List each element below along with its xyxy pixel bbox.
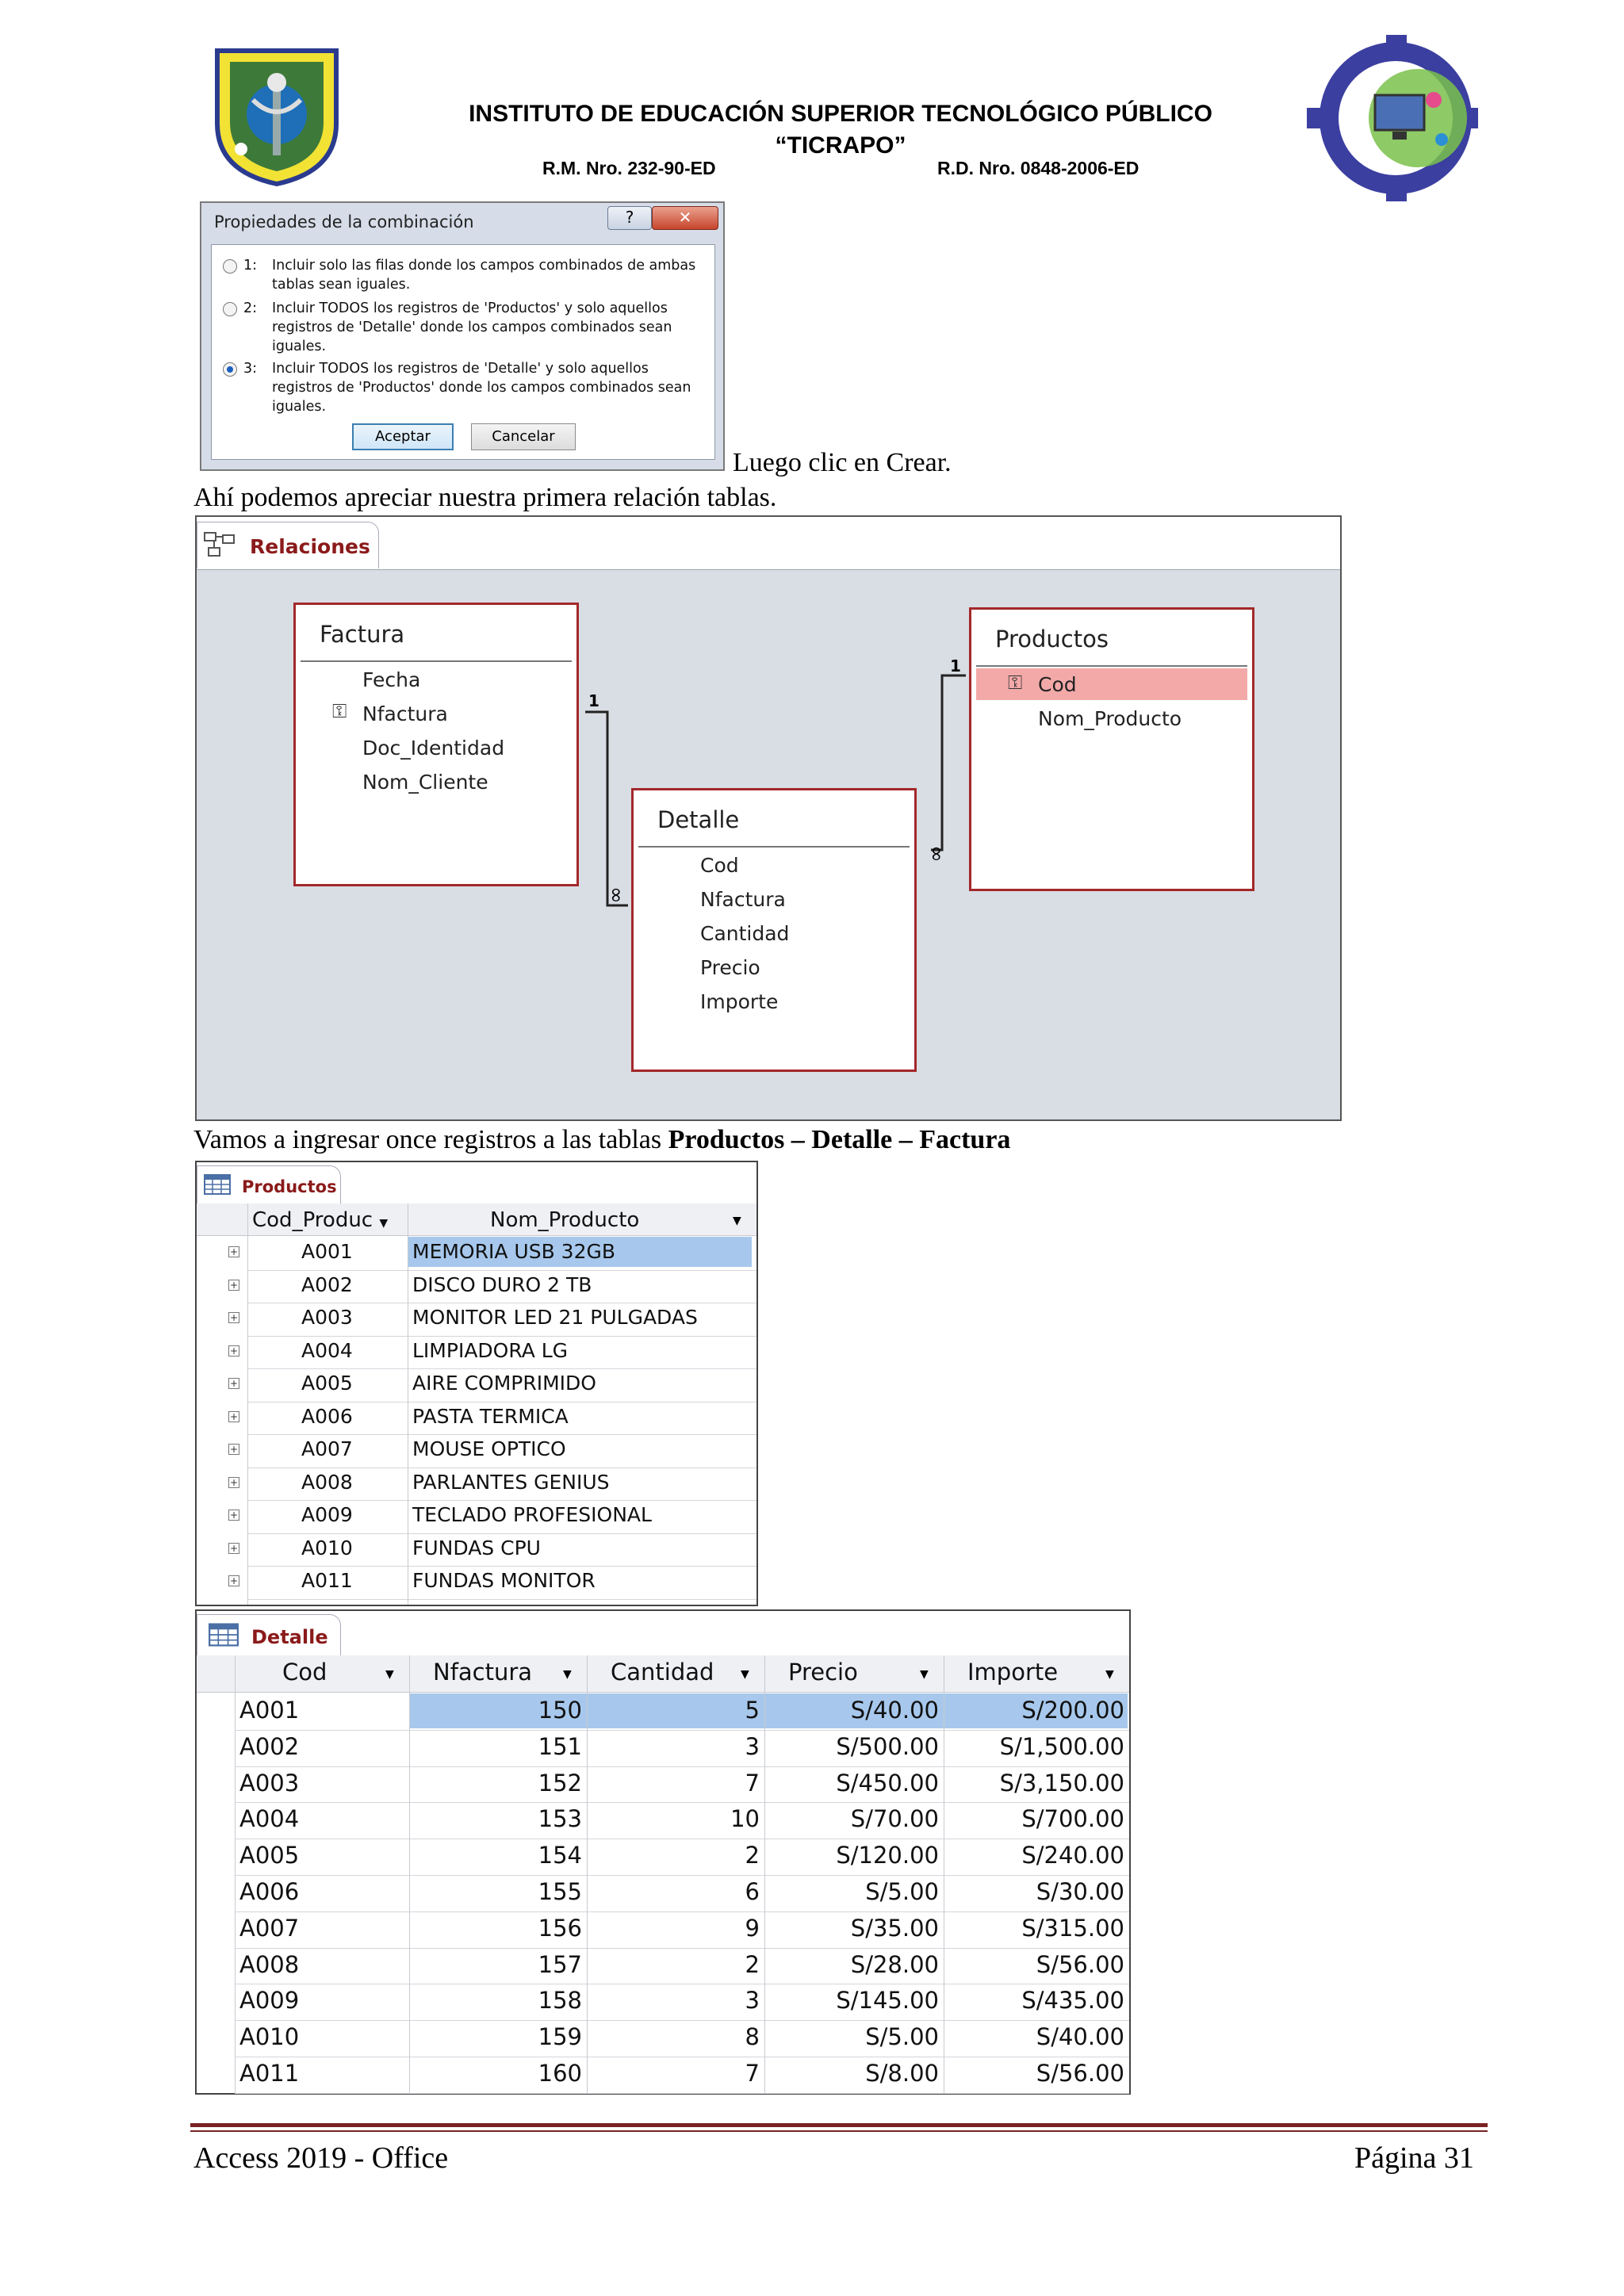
cell-precio[interactable]: S/40.00	[850, 1697, 939, 1724]
one-side-marker: 1	[950, 656, 961, 675]
cell-precio[interactable]: S/35.00	[850, 1914, 939, 1942]
table-title: Detalle	[657, 806, 740, 833]
cell-importe[interactable]: S/435.00	[1021, 1987, 1124, 2015]
footer-rule-thin	[190, 2130, 1488, 2132]
cell-nom-producto[interactable]: PASTA TERMICA	[412, 1404, 569, 1428]
join-option-1[interactable]	[223, 256, 707, 297]
cell-nom-producto[interactable]: MOUSE OPTICO	[412, 1437, 566, 1460]
expand-row-icon[interactable]: +	[229, 1246, 239, 1257]
option-text: Incluir TODOS los registros de 'Detalle' y solo aquellos registros de 'Productos' donde los campos combinados sean iguales.	[272, 361, 691, 415]
cell-nfactura[interactable]: 151	[538, 1732, 582, 1760]
cell-nom-producto[interactable]: MONITOR LED 21 PULGADAS	[412, 1306, 698, 1329]
column-divider	[235, 1655, 236, 2093]
expand-row-icon[interactable]: +	[229, 1312, 239, 1323]
cell-precio[interactable]: S/28.00	[850, 1950, 939, 1978]
cell-nom-producto[interactable]: TECLADO PROFESIONAL	[412, 1503, 652, 1526]
column-header-cod-produc[interactable]	[252, 1208, 388, 1232]
footer-course: Access 2019 - Office	[193, 2141, 449, 2175]
radio-option-1[interactable]	[223, 259, 237, 274]
field-nom-cliente[interactable]: Nom_Cliente	[362, 771, 488, 794]
expand-row-icon[interactable]: +	[229, 1410, 239, 1422]
cell-nfactura[interactable]: 154	[538, 1842, 582, 1869]
instruction-relation: Ahí podemos apreciar nuestra primera relación tablas.	[193, 483, 777, 512]
cell-cantidad[interactable]: 2	[745, 1950, 760, 1978]
cell-precio[interactable]: S/70.00	[850, 1805, 939, 1833]
expand-row-icon[interactable]: +	[229, 1510, 239, 1521]
expand-row-icon[interactable]: +	[229, 1476, 239, 1488]
tab-productos[interactable]	[197, 1165, 341, 1204]
cell-precio[interactable]: S/8.00	[865, 2060, 939, 2087]
field-nfactura[interactable]: Nfactura	[362, 702, 448, 725]
cell-cod-produc[interactable]: A002	[301, 1272, 353, 1296]
cell-nfactura[interactable]: 150	[538, 1697, 582, 1724]
cell-cod-produc[interactable]: A001	[301, 1240, 353, 1263]
help-button[interactable]	[607, 206, 652, 230]
cell-cantidad[interactable]: 9	[745, 1914, 760, 1942]
column-header-cantidad[interactable]: Cantidad	[611, 1659, 714, 1686]
row-divider	[247, 1434, 756, 1435]
tab-label: Productos	[242, 1177, 337, 1196]
cell-precio[interactable]: S/120.00	[836, 1842, 939, 1869]
row-divider	[247, 1566, 756, 1567]
institute-name: INSTITUTO DE EDUCACIÓN SUPERIOR TECNOLÓGICO PÚBLICO	[469, 101, 1212, 127]
cell-nfactura[interactable]: 152	[538, 1769, 582, 1797]
cell-nom-producto[interactable]: FUNDAS CPU	[412, 1536, 541, 1559]
cell-cod[interactable]: A008	[239, 1950, 300, 1978]
option-number: 2:	[243, 300, 258, 316]
radio-option-3[interactable]	[223, 362, 237, 377]
field-fecha[interactable]: Fecha	[362, 668, 421, 691]
column-header-nfactura[interactable]: Nfactura	[433, 1659, 533, 1686]
row-divider	[247, 1500, 756, 1501]
cell-nom-producto[interactable]: AIRE COMPRIMIDO	[412, 1372, 596, 1395]
cell-precio[interactable]: S/450.00	[836, 1769, 939, 1797]
dropdown-arrow-icon[interactable]: ▼	[733, 1215, 741, 1227]
cell-cod[interactable]: A005	[239, 1842, 300, 1869]
cell-cod-produc[interactable]: A011	[301, 1569, 353, 1592]
close-icon: ✕	[678, 208, 692, 227]
row-divider	[247, 1368, 756, 1369]
instruction-create: Luego clic en Crear.	[733, 448, 952, 477]
row-divider	[235, 2020, 1129, 2021]
cell-precio[interactable]: S/500.00	[836, 1732, 939, 1760]
rd-number: R.D. Nro. 0848-2006-ED	[937, 158, 1139, 178]
column-header-precio[interactable]: Precio	[788, 1659, 858, 1686]
cell-nom-producto[interactable]: FUNDAS MONITOR	[412, 1569, 596, 1592]
relationship-lines	[197, 517, 1340, 1119]
primary-key-icon: ⚿	[1008, 672, 1023, 694]
datasheet-tabbar	[197, 1162, 756, 1204]
footer-rule	[190, 2123, 1488, 2127]
row-divider	[247, 1336, 756, 1337]
many-side-marker: ∞	[603, 886, 628, 904]
row-divider	[235, 1802, 1129, 1803]
column-divider	[587, 1655, 588, 2093]
expand-row-icon[interactable]: +	[229, 1279, 239, 1291]
cell-cod[interactable]: A009	[239, 1987, 300, 2015]
instruction-text: Vamos a ingresar once registros a las tablas	[193, 1125, 668, 1154]
row-divider	[235, 1948, 1129, 1949]
column-divider	[247, 1203, 248, 1605]
cell-nfactura[interactable]: 156	[538, 1914, 582, 1942]
column-header-cod[interactable]: Cod	[282, 1659, 327, 1686]
cell-cod-produc[interactable]: A007	[301, 1437, 353, 1460]
row-divider	[247, 1270, 756, 1271]
page-number: Página 31	[1354, 2141, 1474, 2175]
cell-nfactura[interactable]: 155	[538, 1878, 582, 1905]
column-header-importe[interactable]: Importe	[967, 1659, 1059, 1686]
cell-importe[interactable]: S/240.00	[1021, 1842, 1124, 1869]
cell-cantidad[interactable]: 6	[745, 1878, 760, 1905]
cell-cantidad[interactable]: 2	[745, 1842, 760, 1869]
row-divider	[235, 2093, 1129, 2094]
datasheet-tabbar	[197, 1611, 1129, 1656]
column-header-nom-producto[interactable]	[490, 1208, 639, 1232]
cell-importe[interactable]: S/56.00	[1036, 2060, 1124, 2087]
institute-shield-logo	[209, 44, 344, 187]
cell-nfactura[interactable]: 159	[538, 2023, 582, 2051]
cell-cod[interactable]: A011	[239, 2060, 300, 2087]
cell-nfactura[interactable]: 158	[538, 1987, 582, 2015]
dropdown-arrow-icon[interactable]: ▼	[741, 1668, 749, 1681]
row-divider	[235, 1730, 1129, 1731]
options-panel	[211, 244, 715, 460]
field-doc-identidad[interactable]: Doc_Identidad	[362, 737, 505, 760]
cell-nom-producto[interactable]: LIMPIADORA LG	[412, 1338, 569, 1362]
cell-precio[interactable]: S/145.00	[836, 1987, 939, 2015]
instruction-tables: Productos – Detalle – Factura	[668, 1125, 1011, 1154]
cell-precio[interactable]: S/5.00	[865, 2023, 939, 2051]
tab-label: Relaciones	[250, 535, 370, 558]
column-divider	[764, 1655, 765, 2093]
radio-option-2[interactable]	[223, 302, 237, 316]
table-icon	[209, 1623, 239, 1651]
cell-cod[interactable]: A007	[239, 1914, 300, 1942]
dropdown-arrow-icon[interactable]: ▼	[920, 1668, 929, 1681]
column-divider	[409, 1655, 410, 2093]
cell-nfactura[interactable]: 157	[538, 1950, 582, 1978]
cell-importe[interactable]: S/1,500.00	[999, 1732, 1124, 1760]
cell-cod[interactable]: A003	[239, 1769, 300, 1797]
cell-importe[interactable]: S/3,150.00	[999, 1769, 1124, 1797]
cell-cantidad[interactable]: 7	[745, 2060, 760, 2087]
cell-cod-produc[interactable]: A004	[301, 1338, 353, 1362]
detalle-datasheet	[195, 1609, 1131, 2095]
cell-nom-producto[interactable]: DISCO DURO 2 TB	[412, 1272, 592, 1296]
dropdown-arrow-icon[interactable]: ▼	[379, 1217, 389, 1230]
cell-importe[interactable]: S/56.00	[1036, 1950, 1124, 1978]
row-divider	[235, 1911, 1129, 1912]
cell-cantidad[interactable]: 3	[745, 1987, 760, 2015]
cell-importe[interactable]: S/315.00	[1021, 1914, 1124, 1942]
cell-precio[interactable]: S/5.00	[865, 1878, 939, 1905]
cell-cod-produc[interactable]: A008	[301, 1470, 353, 1494]
primary-key-icon: ⚿	[332, 700, 347, 722]
cell-nfactura[interactable]: 153	[538, 1805, 582, 1833]
cell-cod-produc[interactable]: A006	[301, 1404, 353, 1428]
dropdown-arrow-icon[interactable]: ▼	[1105, 1668, 1114, 1681]
row-divider	[235, 1875, 1129, 1876]
join-option-3[interactable]	[223, 359, 707, 418]
cell-cod-produc[interactable]: A009	[301, 1503, 353, 1526]
cell-importe[interactable]: S/40.00	[1036, 2023, 1124, 2051]
cell-cod[interactable]: A002	[239, 1732, 300, 1760]
column-header-label: Nom_Producto	[490, 1208, 640, 1232]
expand-row-icon[interactable]: +	[229, 1575, 239, 1586]
row-divider	[247, 1599, 756, 1600]
cell-nfactura[interactable]: 160	[538, 2060, 582, 2087]
cell-cod-produc[interactable]: A010	[301, 1536, 353, 1559]
field-precio[interactable]: Precio	[700, 956, 760, 979]
cell-cod-produc[interactable]: A005	[301, 1372, 353, 1395]
expand-row-icon[interactable]: +	[229, 1345, 239, 1357]
many-side-marker: ∞	[924, 845, 948, 863]
cell-nom-producto[interactable]: PARLANTES GENIUS	[412, 1470, 610, 1494]
one-side-marker: 1	[588, 691, 599, 710]
tab-detalle[interactable]	[197, 1614, 341, 1656]
cell-cantidad[interactable]: 7	[745, 1769, 760, 1797]
table-title: Productos	[995, 626, 1109, 652]
institute-short-name: “TICRAPO”	[775, 132, 906, 159]
cell-cantidad[interactable]: 5	[745, 1697, 760, 1724]
productos-datasheet	[195, 1161, 758, 1606]
cell-importe[interactable]: S/200.00	[1021, 1697, 1124, 1724]
close-button[interactable]	[652, 206, 718, 230]
accept-button[interactable]: Aceptar	[352, 423, 454, 450]
expand-row-icon[interactable]: +	[229, 1542, 239, 1554]
cancel-button[interactable]: Cancelar	[471, 423, 576, 450]
option-text: Incluir TODOS los registros de 'Productos' y solo aquellos registros de 'Detalle' donde los campos combinados sean iguales.	[272, 300, 672, 354]
option-number: 1:	[243, 258, 258, 274]
dropdown-arrow-icon[interactable]: ▼	[563, 1668, 572, 1681]
help-icon: ?	[625, 208, 634, 227]
cell-cantidad[interactable]: 3	[745, 1732, 760, 1760]
column-header-label: Cod_Produc	[252, 1208, 373, 1232]
cell-cantidad[interactable]: 8	[745, 2023, 760, 2051]
option-number: 3:	[243, 361, 258, 377]
join-option-2[interactable]	[223, 299, 707, 358]
row-divider	[235, 1766, 1129, 1767]
dropdown-arrow-icon[interactable]: ▼	[385, 1668, 394, 1681]
cell-cod[interactable]: A006	[239, 1878, 300, 1905]
rm-number: R.M. Nro. 232-90-ED	[542, 158, 716, 178]
field-cod[interactable]: Cod	[700, 854, 739, 877]
relationships-window	[195, 515, 1342, 1121]
cell-cod[interactable]: A010	[239, 2023, 300, 2051]
expand-row-icon[interactable]: +	[229, 1444, 239, 1455]
cell-importe[interactable]: S/700.00	[1021, 1805, 1124, 1833]
field-nfactura[interactable]: Nfactura	[700, 888, 786, 911]
expand-row-icon[interactable]: +	[229, 1378, 239, 1389]
cell-cantidad[interactable]: 10	[730, 1805, 760, 1833]
tab-label: Detalle	[251, 1626, 328, 1648]
cell-importe[interactable]: S/30.00	[1036, 1878, 1124, 1905]
cell-cod-produc[interactable]: A003	[301, 1306, 353, 1329]
field-cantidad[interactable]: Cantidad	[700, 922, 790, 945]
field-nom-producto[interactable]: Nom_Producto	[1038, 707, 1182, 730]
row-divider	[247, 1533, 756, 1534]
field-cod[interactable]: Cod	[1038, 673, 1077, 696]
join-properties-dialog	[200, 201, 725, 471]
table-title: Factura	[320, 621, 405, 648]
cell-nom-producto[interactable]: MEMORIA USB 32GB	[412, 1240, 616, 1263]
cell-cod[interactable]: A004	[239, 1805, 300, 1833]
table-icon	[204, 1174, 231, 1199]
option-text: Incluir solo las filas donde los campos combinados de ambas tablas sean iguales.	[272, 258, 696, 293]
institute-title	[444, 98, 1237, 162]
dialog-title: Propiedades de la combinación	[214, 212, 474, 232]
cell-cod[interactable]: A001	[239, 1697, 300, 1724]
computacion-informatica-gear-logo	[1307, 35, 1478, 201]
field-importe[interactable]: Importe	[700, 990, 779, 1013]
instruction-records	[193, 1124, 1010, 1156]
